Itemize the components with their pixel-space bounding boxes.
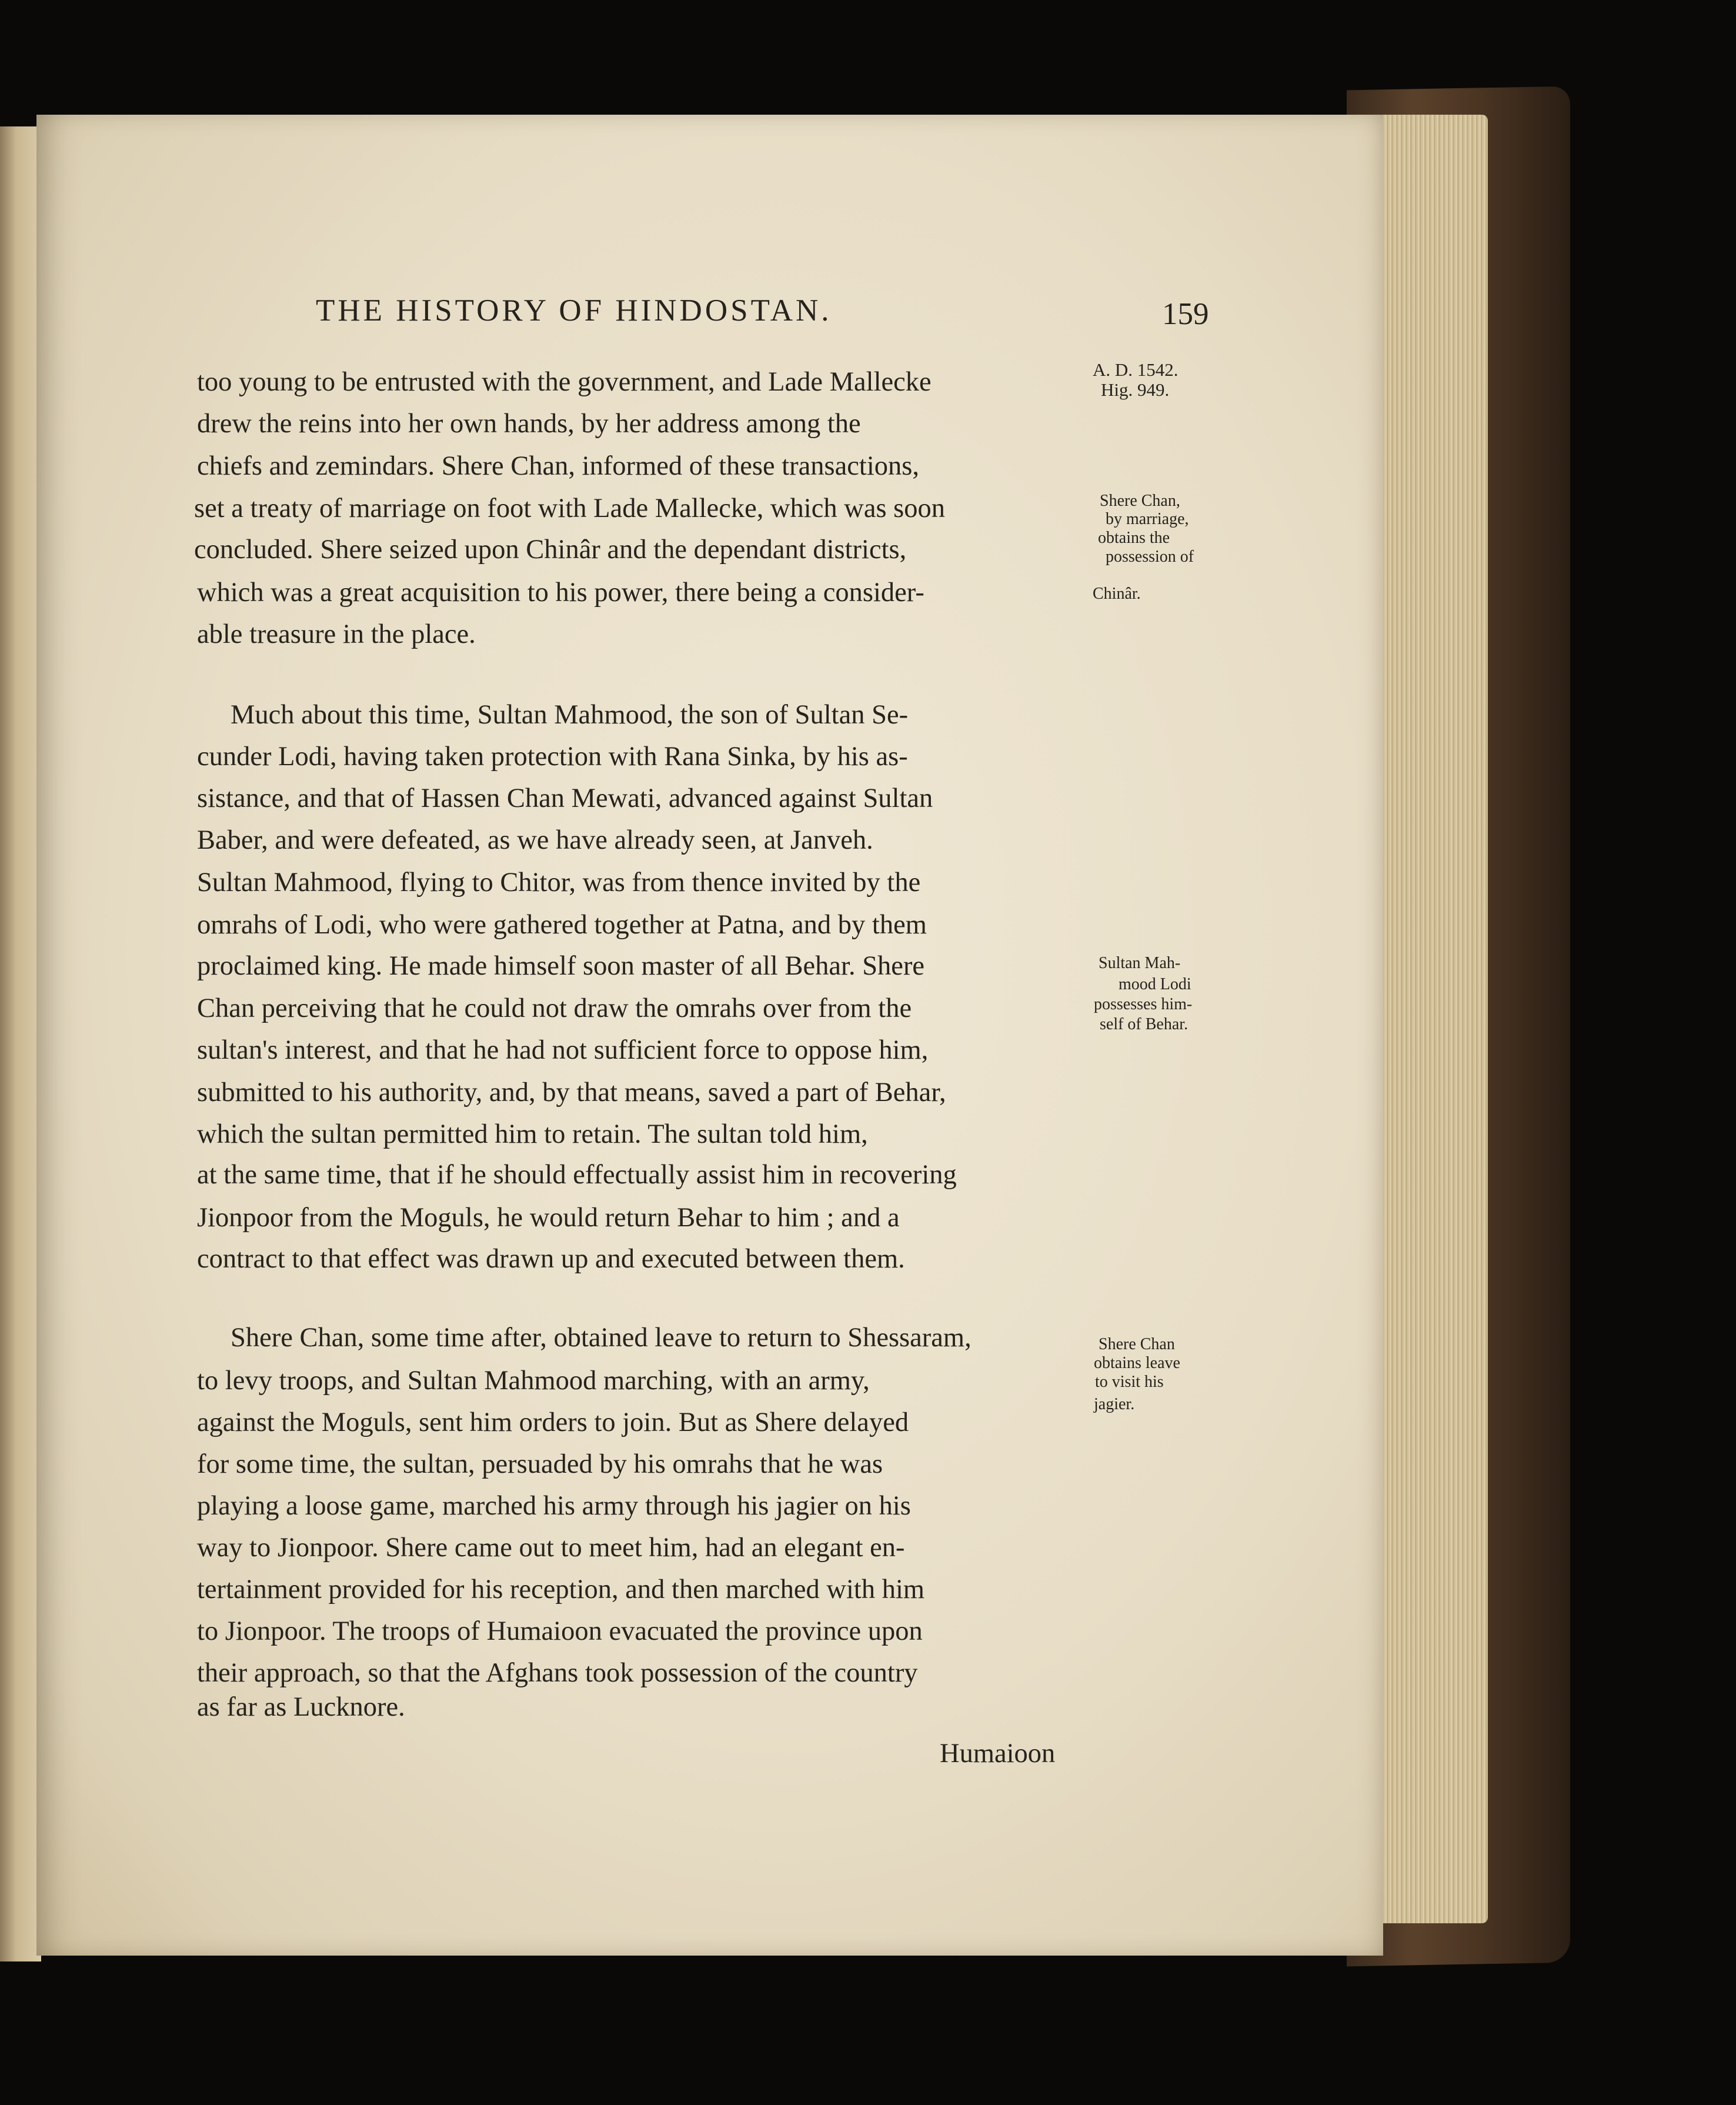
left-page-edge [0,126,41,1961]
text-line: Baber, and were defeated, as we have already seen, at Janveh. [197,825,873,855]
text-line: sultan's interest, and that he had not sufficient force to oppose him, [197,1035,929,1065]
text-line: which the sultan permitted him to retain. The sultan told him, [197,1119,868,1149]
text-line: omrahs of Lodi, who were gathered together at Patna, and by them [197,910,927,940]
text-line: at the same time, that if he should effectually assist him in recovering [197,1160,957,1190]
text-line: as far as Lucknore. [197,1692,405,1722]
text-line: concluded. Shere seized upon Chinâr and the dependant districts, [194,535,907,565]
margin-date-hig: Hig. 949. [1101,379,1170,400]
text-line: to Jionpoor. The troops of Humaioon evacuated the province upon [197,1616,923,1646]
text-line: Jionpoor from the Moguls, he would return Behar to him ; and a [197,1203,900,1233]
text-line: playing a loose game, marched his army through his jagier on his [197,1491,911,1521]
text-line: their approach, so that the Afghans took possession of the country [197,1658,918,1688]
text-line: Sultan Mahmood, flying to Chitor, was from thence invited by the [197,868,921,898]
text-line: chiefs and zemindars. Shere Chan, informed of these transactions, [197,451,919,481]
text-line: proclaimed king. He made himself soon master of all Behar. Shere [197,951,925,981]
text-line: to levy troops, and Sultan Mahmood marching, with an army, [197,1366,870,1396]
text-line: able treasure in the place. [197,619,476,649]
text-line: contract to that effect was drawn up and executed between them. [197,1244,905,1274]
text-line: tertainment provided for his reception, and then marched with him [197,1574,925,1604]
running-header: THE HISTORY OF HINDOSTAN. [316,293,832,328]
text-line: set a treaty of marriage on foot with Lade Mallecke, which was soon [194,493,946,523]
text-line: for some time, the sultan, persuaded by his omrahs that he was [197,1449,883,1479]
margin-date-ad: A. D. 1542. [1093,359,1179,380]
text-line: drew the reins into her own hands, by her address among the [197,409,861,439]
text-line: too young to be entrusted with the government, and Lade Mallecke [197,367,932,397]
text-line: cunder Lodi, having taken protection with Rana Sinka, by his as- [197,742,908,772]
text-line: against the Moguls, sent him orders to join. But as Shere delayed [197,1407,909,1437]
text-line: sistance, and that of Hassen Chan Mewati, advanced against Sultan [197,783,933,813]
text-line: which was a great acquisition to his power, there being a consider- [197,578,924,608]
text-line: Much about this time, Sultan Mahmood, the son of Sultan Se- [231,700,909,730]
catchword: Humaioon [940,1739,1056,1769]
text-line: submitted to his authority, and, by that means, saved a part of Behar, [197,1077,946,1107]
page-number: 159 [1162,297,1209,331]
text-line: Chan perceiving that he could not draw the omrahs over from the [197,993,912,1023]
scan-stage: THE HISTORY OF HINDOSTAN. 159 A. D. 1542. Hig. 949. Shere Chan, by marriage, obtains the possession of Chinâr. Sultan Mah- mood Lodi possesses him- self of Behar. Shere Chan obtains leave to visit his jagier. too young to be entrusted with the government, and Lade Mallecke drew the reins into her own hands, by her address among the chiefs and zemindars. Shere Chan, informed of these transactions, set a treaty of marriage on foot with Lade Mallecke, which was soon concluded. Shere seized upon Chinâr and the dependant districts, which was a great acquisition to his power, there being a consider- able treasure in the place. Much about this time, Sultan Mahmood, the son of Sultan Se- cunder Lodi, having taken protection with Rana Sinka, by his as- sistance, and that of Hassen Chan Mewati, advanced against Sultan Baber, and were defeated, as we have already seen, at Janveh. Sultan Mahmood, flying to Chitor, was from thence invited by the omrahs of Lodi, who were gathered together at Patna, and by them proclaimed king. He made himself soon master of all Behar. Shere Chan perceiving that he could not draw the omrahs over from the sultan's interest, and that he had not sufficient force to oppose him, submitted to his authority, and, by that means, saved a part of Behar, which the sultan permitted him to retain. The sultan told him, at the same time, that if he should effectually assist him in recovering Jionpoor from the Moguls, he would return Behar to him ; and a contract to that effect was drawn up and executed between them. Shere Chan, some time after, obtained leave to return to Shessaram, to levy troops, and Sultan Mahmood marching, with an army, against the Moguls, sent him orders to join. But as Shere delayed for some time, the sultan, persuaded by his omrahs that he was playing a loose game, marched his army through his jagier on his way to Jionpoor. Shere came out to meet him, had an elegant en- tertainment provided for his reception, and then marched with him to Jionpoor. The troops of Humaioon evacuated the province upon their approach, so that the Afghans took possession of the country as far as Lucknore. Humaioon [0,0,1736,2105]
text-line: way to Jionpoor. Shere came out to meet him, had an elegant en- [197,1533,905,1563]
page-edges [1370,115,1488,1923]
text-line: Shere Chan, some time after, obtained leave to return to Shessaram, [231,1323,972,1353]
